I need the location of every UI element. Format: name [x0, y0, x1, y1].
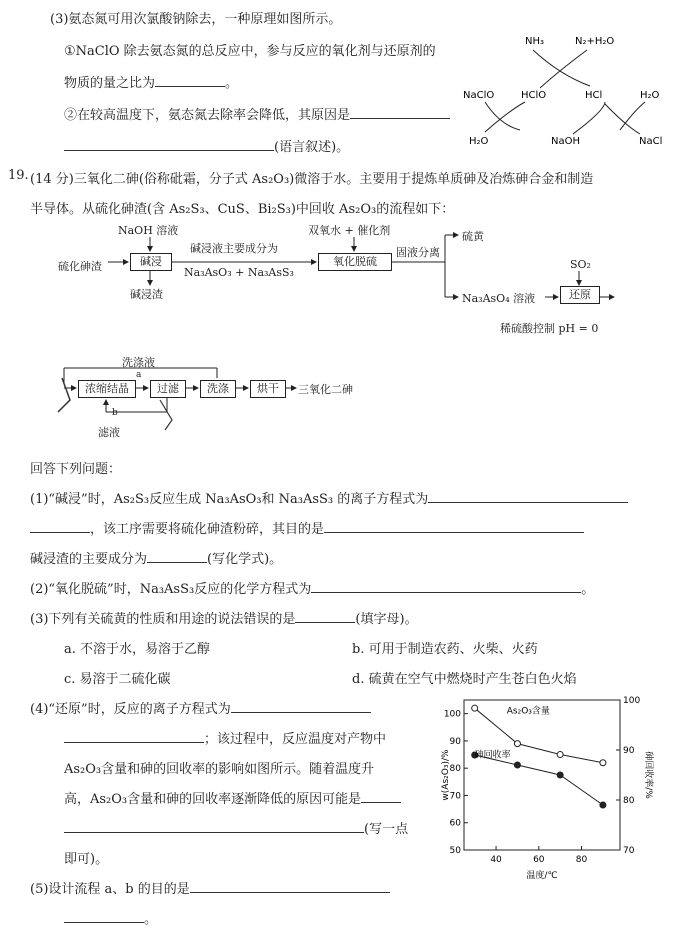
arc-hcl-to-nacl — [605, 104, 640, 134]
label-n2-h2o: N₂+H₂O — [575, 36, 615, 47]
q19-s2-line — [30, 578, 594, 597]
flow-ph-label: 稀硫酸控制 pH = 0 — [500, 322, 599, 335]
flow-concentrate-box: 浓缩结晶 — [78, 380, 136, 398]
q19-s4-line5 — [64, 818, 408, 837]
right-tick-label: 80 — [623, 796, 635, 806]
answer-intro: 回答下列问题： — [30, 462, 122, 477]
label-h2o-right: H₂O — [640, 90, 660, 101]
left-tick-label: 50 — [449, 846, 461, 856]
q19-s3-option-a: a. 不溶于水，易溶于乙醇 — [64, 642, 211, 657]
label-h2o-left: H₂O — [469, 136, 489, 147]
q19-s4-line3: As₂O₃含量和砷的回收率的影响如图所示。随着温度升 — [64, 762, 375, 777]
q19-s1-text-c: 碱浸渣的主要成分为 — [30, 552, 148, 567]
flow-b-label: b — [112, 408, 118, 418]
q3-stem: (3)氨态氮可用次氯酸钠除去，一种原理如图所示。 — [50, 12, 342, 27]
left-tick-label: 100 — [443, 709, 461, 720]
arc-nh3-to-hcl — [533, 50, 590, 86]
flow-leach-box: 碱浸 — [130, 253, 172, 271]
flow-arrows-bottom — [0, 360, 400, 440]
q19-s5-line1 — [30, 878, 390, 897]
series-line-2 — [475, 755, 603, 805]
x-axis-label: 温度/℃ — [526, 871, 558, 881]
flow-filtrate-label: 滤液 — [98, 426, 120, 439]
q19-s5-text: (5)设计流程 a、b 的目的是 — [30, 882, 190, 897]
left-tick-label: 80 — [449, 764, 461, 775]
flow-separate-label: 固液分离 — [396, 246, 440, 259]
series-2-point — [600, 802, 606, 808]
label-nh3: NH₃ — [525, 36, 545, 47]
series-1-point — [472, 705, 478, 711]
series-1-point — [600, 760, 606, 766]
q3-part2-blank-a[interactable] — [350, 106, 450, 119]
q19-s4-blank-c[interactable] — [361, 790, 401, 803]
q19-s4-line6: 即可)。 — [64, 852, 109, 867]
right-axis-label: 砷回收率/% — [643, 751, 653, 799]
q19-s3-option-d: d. 硫黄在空气中燃烧时产生苍白色火焰 — [352, 672, 577, 687]
x-tick-label: 40 — [490, 855, 502, 865]
q19-s5-line2 — [64, 908, 157, 927]
q19-s2-text: (2)“氧化脱硫”时，Na₃AsS₃反应的化学方程式为 — [30, 582, 312, 597]
q19-s1-blank-c[interactable] — [324, 520, 584, 533]
q19-number: 19. — [8, 168, 29, 183]
q19-s1-line3 — [30, 548, 282, 567]
flow-wash-box: 洗涤 — [200, 380, 236, 398]
flow-dry-box: 烘干 — [250, 380, 286, 398]
q19-s3-end: (填字母)。 — [355, 612, 418, 627]
q19-s1-blank-a[interactable] — [428, 490, 628, 503]
series-label-2: 砷回收率 — [474, 750, 511, 761]
label-hclo: HClO — [521, 90, 547, 101]
series-label-1: As₂O₃含量 — [506, 706, 550, 717]
q19-s3-option-c: c. 易溶于二硫化碳 — [64, 672, 171, 687]
q3-part2-line2 — [64, 136, 349, 155]
arc-naoh — [573, 102, 605, 134]
q19-s1-text-b: ，该工序需要将硫化砷渣粉碎，其目的是 — [90, 522, 325, 537]
label-nacl: NaCl — [639, 136, 663, 147]
q3-part1-blank[interactable] — [155, 74, 225, 87]
flow-h2o2-label: 双氧水 + 催化剂 — [308, 224, 391, 237]
flow-solution-label: 碱浸液主要成分为 — [190, 242, 278, 255]
label-naclo: NaClO — [463, 90, 495, 101]
q19-s3-line — [30, 608, 418, 627]
q19-s2-end: 。 — [581, 582, 595, 597]
q19-s1-line2 — [30, 518, 584, 537]
q19-s5-blank-a[interactable] — [190, 880, 390, 893]
flow-arrows-top — [0, 215, 692, 355]
x-tick-label: 80 — [575, 855, 588, 865]
q19-s1-line1 — [30, 488, 628, 507]
q19-s4-line4 — [64, 788, 401, 807]
q19-s2-blank[interactable] — [311, 580, 581, 593]
q19-s4-blank-b[interactable] — [64, 730, 204, 743]
flow-na3aso4-label: Na₃AsO₄ 溶液 — [462, 292, 536, 305]
q19-s3-option-b: b. 可用于制造农药、火柴、火药 — [352, 642, 538, 657]
q19-s4-blank-a[interactable] — [231, 700, 371, 713]
plot-frame — [464, 700, 620, 850]
flow-sulfur-label: 硫黄 — [462, 230, 484, 243]
x-tick-label: 60 — [533, 855, 545, 865]
q19-s3-text: (3)下列有关硫黄的性质和用途的说法错误的是 — [30, 612, 296, 627]
q19-s4-blank-d[interactable] — [64, 820, 364, 833]
series-2-point — [557, 772, 563, 778]
series-1-point — [514, 741, 520, 747]
handwritten-mark-2 — [160, 400, 172, 430]
flow-naoh-label: NaOH 溶液 — [118, 224, 179, 237]
q3-part2-end: (语言叙述)。 — [274, 140, 350, 155]
q3-part1-line1: ①NaClO 除去氨态氮的总反应中，参与反应的氧化剂与还原剂的 — [64, 44, 436, 59]
right-tick-label: 100 — [623, 696, 641, 706]
q19-s4-line2 — [64, 728, 386, 747]
right-tick-label: 70 — [623, 846, 635, 856]
q19-s5-blank-b[interactable] — [64, 910, 144, 923]
ammonia-cycle-diagram — [455, 30, 675, 155]
label-hcl: HCl — [585, 90, 603, 101]
temperature-effect-chart — [440, 690, 680, 890]
left-tick-label: 70 — [449, 791, 461, 802]
handwritten-mark-1 — [58, 378, 70, 412]
flow-product-label: 三氧化二砷 — [298, 383, 353, 396]
q19-s4-text-a: (4)“还原”时，反应的离子方程式为 — [30, 702, 231, 717]
flow-reduce-box: 还原 — [560, 286, 600, 304]
flow-filter-box: 过滤 — [150, 380, 186, 398]
q19-s4-text-d: 高，As₂O₃含量和砷的回收率逐渐降低的原因可能是 — [64, 792, 362, 807]
q3-part2-text: ②在较高温度下，氨态氮去除率会降低，其原因是 — [64, 108, 351, 123]
arc-h2o-left — [485, 102, 525, 132]
q3-part2-line1 — [64, 104, 450, 123]
flow-wash-liquid-label: 洗涤液 — [122, 356, 155, 369]
q19-s5-end: 。 — [144, 912, 158, 927]
q3-part2-blank-b[interactable] — [64, 138, 274, 151]
flow-desulf-box: 氧化脱硫 — [318, 253, 392, 271]
flow-raw-label: 硫化砷渣 — [58, 260, 102, 273]
q3-part1-text: 物质的量之比为 — [64, 76, 156, 91]
flow-so2-label: SO₂ — [570, 258, 591, 271]
q3-part1-line2 — [64, 72, 238, 91]
q19-s4-text-e: (写一点 — [364, 822, 409, 837]
q19-s4-text-b: ；该过程中，反应温度对产物中 — [204, 732, 387, 747]
right-tick-label: 90 — [623, 746, 635, 756]
chart-layer — [441, 696, 655, 881]
left-tick-label: 90 — [449, 736, 461, 747]
left-axis-label: w(As₂O₃)/% — [441, 749, 451, 801]
flow-solution-comp: Na₃AsO₃ + Na₃AsS₃ — [184, 266, 294, 279]
arc-naclo — [485, 102, 520, 130]
series-1-point — [557, 752, 563, 758]
series-2-point — [514, 762, 520, 768]
q19-s3-blank[interactable] — [295, 610, 355, 623]
q19-s1-end: (写化学式)。 — [207, 552, 283, 567]
flow-a-label: a — [136, 370, 142, 380]
q19-s4-line1 — [30, 698, 371, 717]
q19-s1-blank-b[interactable] — [30, 520, 90, 533]
flow-residue-label: 碱浸渣 — [130, 288, 163, 301]
q19-intro-1: (14 分)三氧化二砷(俗称砒霜，分子式 As₂O₃)微溶于水。主要用于提炼单质砷及冶炼砷合金和制造 — [30, 172, 594, 187]
q19-s1-blank-d[interactable] — [147, 550, 207, 563]
label-naoh: NaOH — [551, 136, 580, 147]
left-tick-label: 60 — [449, 818, 461, 829]
q19-s1-text-a: (1)“碱浸”时，As₂S₃反应生成 Na₃AsO₃和 Na₃AsS₃ 的离子方程式为 — [30, 492, 429, 507]
q19-intro-2: 半导体。从硫化砷渣(含 As₂S₃、CuS、Bi₂S₃)中回收 As₂O₃的流程如下： — [30, 202, 455, 217]
arc-to-h2o-right — [620, 102, 645, 130]
q3-part1-end: 。 — [225, 76, 239, 91]
